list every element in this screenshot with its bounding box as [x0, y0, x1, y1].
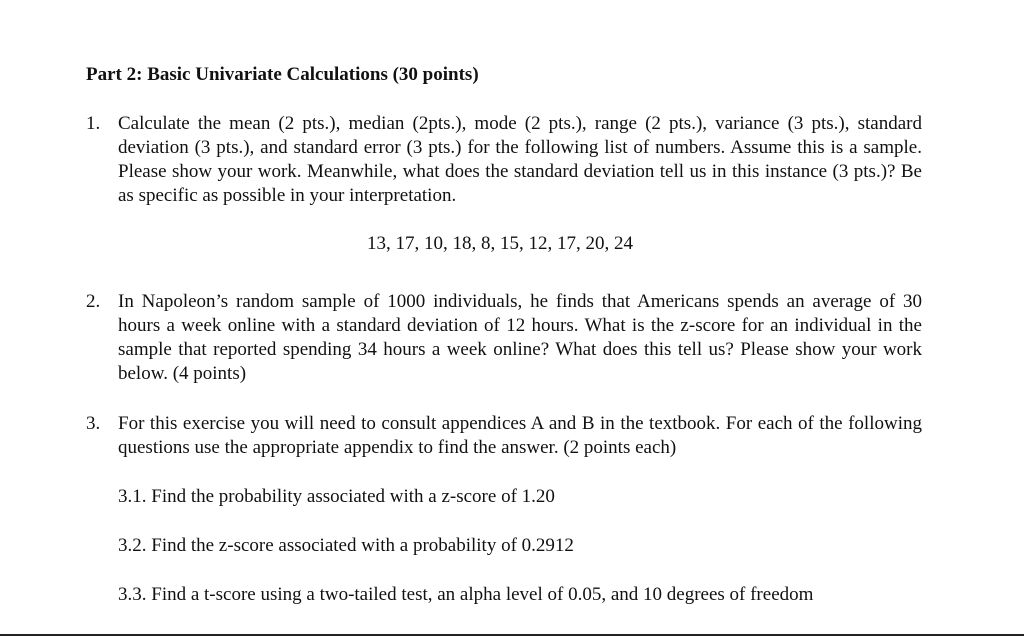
- question-3: [86, 412, 922, 460]
- question-number: 2.: [86, 291, 101, 312]
- question-number: 1.: [86, 113, 101, 134]
- subquestion-3-3: 3.3. Find a t-score using a two-tailed test, an alpha level of 0.05, and 10 degrees of freedom: [118, 584, 814, 605]
- question-2: [86, 290, 922, 386]
- question-text: Calculate the mean (2 pts.), median (2pts.), mode (2 pts.), range (2 pts.), variance (3 pts.), standard deviation (3 pts.), and standard error (3 pts.) for the following list of numbers. Assume this is a sample. Please show your work. Meanwhile, what does the standard deviation tell us in this instance (3 pts.)? Be as specific as possible in your interpretation.: [118, 113, 922, 206]
- bottom-divider: [0, 634, 1024, 636]
- question-number: 3.: [86, 413, 101, 434]
- question-text: For this exercise you will need to consult appendices A and B in the textbook. For each of the following questions use the appropriate appendix to find the answer. (2 points each): [118, 413, 922, 458]
- question-text: In Napoleon’s random sample of 1000 individuals, he finds that Americans spends an average of 30 hours a week online with a standard deviation of 12 hours. What is the z-score for an individual in the sample that reported spending 34 hours a week online? What does this tell us? Please show your work below. (4 points): [118, 291, 922, 384]
- section-heading: Part 2: Basic Univariate Calculations (30 points): [86, 64, 479, 85]
- subquestion-3-1: 3.1. Find the probability associated with a z-score of 1.20: [118, 486, 555, 507]
- question-1: [86, 112, 922, 208]
- subquestion-3-2: 3.2. Find the z-score associated with a probability of 0.2912: [118, 535, 574, 556]
- number-list: 13, 17, 10, 18, 8, 15, 12, 17, 20, 24: [367, 233, 633, 254]
